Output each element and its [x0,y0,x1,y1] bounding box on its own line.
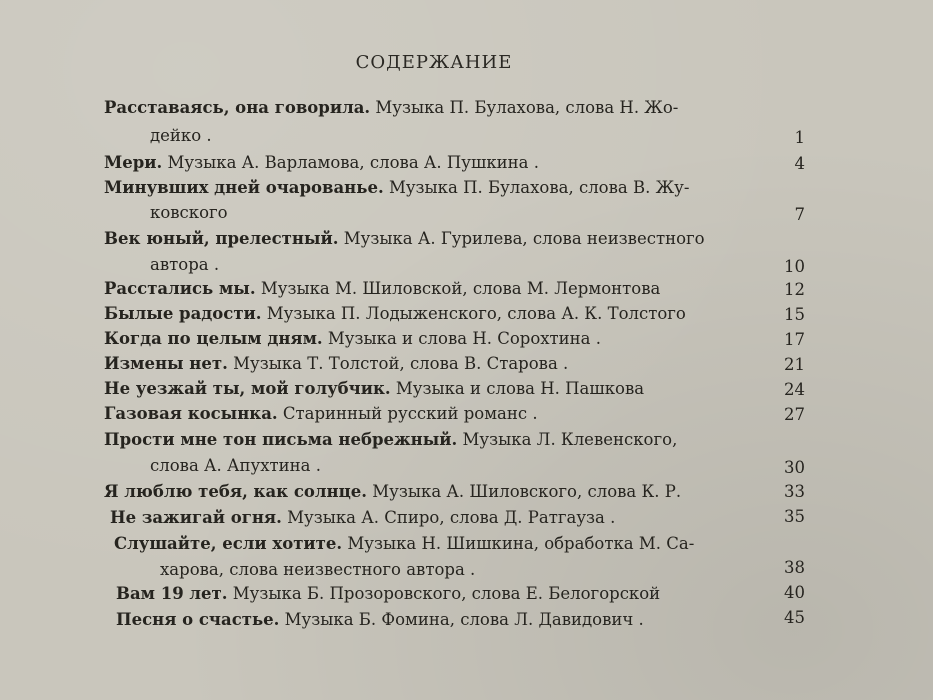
entry-title: Слушайте, если хотите. [114,534,343,553]
entry-title: Песня о счастье. [116,610,280,629]
entry-text: Музыка Т. Толстой, слова В. Старова . [227,354,569,373]
entry-text: Музыка и слова Н. Пашкова [390,379,645,398]
page-number: 33 [784,482,805,501]
page-number: 30 [784,458,805,477]
entry-title: Минувших дней очарованье. [104,178,384,197]
toc-entry-line [104,379,644,399]
page-number: 21 [784,355,805,374]
entry-title: Не зажигай огня. [110,508,282,527]
entry-text: Музыка П. Булахова, слова Н. Жо- [370,98,679,117]
entry-text: Музыка А. Спиро, слова Д. Ратгауза . [281,508,616,527]
page-number: 40 [784,583,805,602]
entry-title: Газовая косынка. [104,404,278,423]
page-number: 17 [784,330,805,349]
page-number: 27 [784,405,805,424]
toc-entry-line [110,508,615,528]
toc-entry-line [150,255,219,275]
entry-text: Старинный русский романс . [277,404,538,423]
toc-entry-line [150,456,321,476]
entry-text: ковского [150,203,228,222]
entry-title: Расставаясь, она говорила. [104,98,371,117]
entry-text: Музыка П. Булахова, слова В. Жу- [383,178,690,197]
page-number: 45 [784,608,805,627]
page-number: 10 [784,257,805,276]
entry-text: харова, слова неизвестного автора . [160,560,476,579]
entry-title: Измены нет. [104,354,228,373]
page-number: 38 [784,558,805,577]
entry-text: Музыка П. Лодыженского, слова А. К. Толстого [261,304,686,323]
entry-text: Музыка А. Гурилева, слова неизвестного [338,229,705,248]
page-number: 4 [794,154,805,173]
toc-entry-line [150,126,212,146]
entry-text: Музыка Л. Клевенского, [457,430,678,449]
toc-entry-line [114,534,694,554]
entry-title: Вам 19 лет. [116,584,228,603]
toc-entry-line [104,354,568,374]
toc-entry-line [104,404,538,424]
entry-title: Расстались мы. [104,279,256,298]
entry-text: Музыка А. Шиловского, слова К. Р. [367,482,682,501]
page-title: СОДЕРЖАНИЕ [355,52,513,73]
toc-entry-line [104,304,686,324]
toc-entry-line [104,178,689,198]
entry-text: Музыка А. Варламова, слова А. Пушкина . [162,153,539,172]
entry-text: слова А. Апухтина . [150,456,321,475]
toc-entry-line [104,229,705,249]
entry-title: Век юный, прелестный. [104,229,339,248]
entry-title: Когда по целым дням. [104,329,323,348]
entry-text: Музыка Б. Прозоровского, слова Е. Белогорской [227,584,661,603]
page-number: 35 [784,507,805,526]
page-number: 15 [784,305,805,324]
entry-text: дейко . [150,126,212,145]
toc-entry-line [104,430,677,450]
toc-entry-line [104,98,678,118]
entry-text: Музыка и слова Н. Сорохтина . [322,329,602,348]
entry-text: Музыка М. Шиловской, слова М. Лермонтова [255,279,661,298]
entry-title: Мери. [104,153,163,172]
entry-title: Былые радости. [104,304,262,323]
page-number: 1 [794,128,805,147]
entry-title: Прости мне тон письма небрежный. [104,430,458,449]
toc-entry-line [104,482,681,502]
toc-entry-line [160,560,475,580]
entry-text: Музыка Б. Фомина, слова Л. Давидович . [279,610,644,629]
entry-text: Музыка Н. Шишкина, обработка М. Са- [342,534,695,553]
page-number: 12 [784,280,805,299]
toc-entry-line [116,610,644,630]
toc-entry-line [150,203,228,223]
entry-text: автора . [150,255,220,274]
page-number: 7 [794,205,805,224]
entry-title: Не уезжай ты, мой голубчик. [104,379,391,398]
toc-entry-line [104,329,601,349]
toc-entry-line [104,153,539,173]
page-number: 24 [784,380,805,399]
entry-title: Я люблю тебя, как солнце. [104,482,368,501]
toc-entry-line [104,279,660,299]
toc-entry-line [116,584,660,604]
